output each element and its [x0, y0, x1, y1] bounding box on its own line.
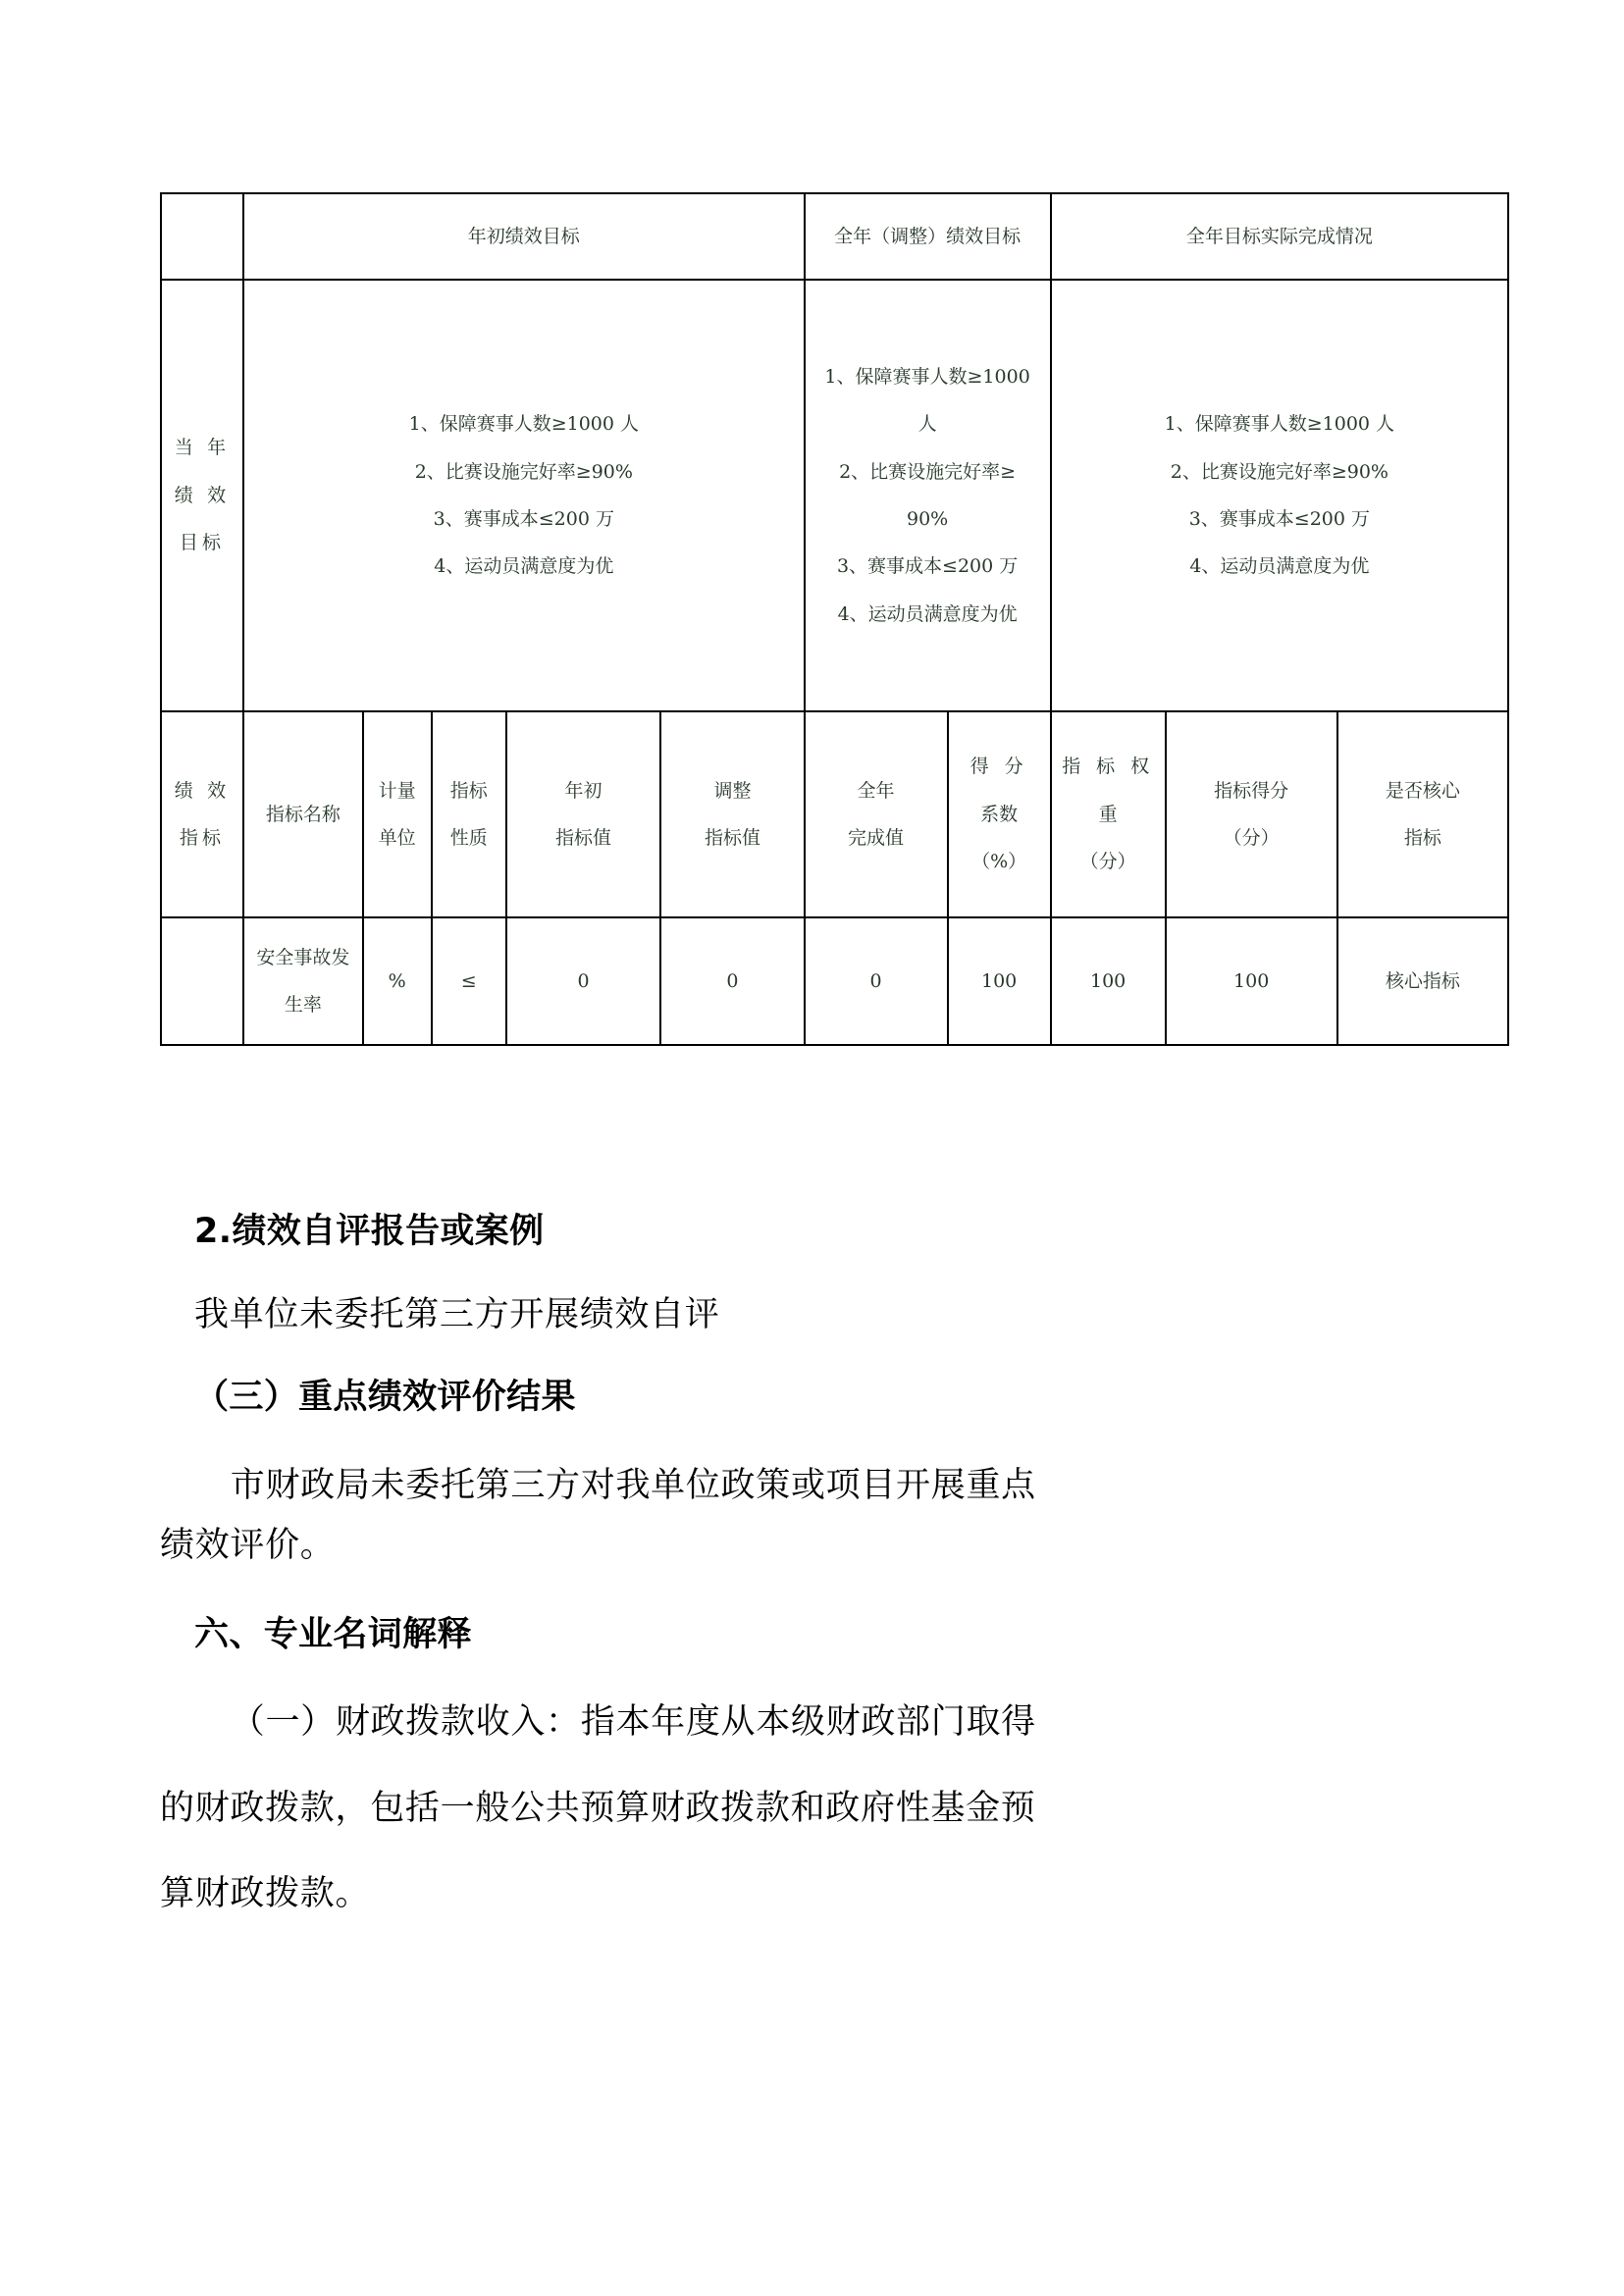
row-label-current-year-goal [161, 280, 243, 711]
actual-goal-item-2: 2、比赛设施完好率≥90% [1170, 460, 1388, 483]
actual-goal-item-3: 3、赛事成本≤200 万 [1188, 508, 1371, 530]
table-goal-row [161, 280, 1508, 711]
paragraph-terminology-line-3 [160, 1864, 1465, 1923]
indicator-name-value-line-1: 安全事故发 [256, 946, 350, 968]
indicator-label-line-1: 绩 效 [174, 779, 231, 802]
indicator-label-line-2: 指标 [179, 827, 226, 849]
adjusted-goal-line-4: 90% [906, 508, 949, 530]
col-header-annual-value [805, 711, 948, 917]
col-header-weight [1051, 711, 1166, 917]
is-core-line-2: 指标 [1403, 827, 1441, 849]
performance-table [160, 192, 1509, 1046]
cell-nature: ≤ [432, 917, 506, 1045]
adjusted-goal-line-6: 4、运动员满意度为优 [837, 602, 1018, 625]
header-actual-completion: 全年目标实际完成情况 [1051, 193, 1508, 280]
performance-table-container [160, 192, 1509, 1046]
paragraph-text: 绩效评价。 [160, 1526, 336, 1565]
paragraph-text: （一）财政拨款收入：指本年度从本级财政部门取得 [230, 1702, 1036, 1742]
table-row [161, 917, 1508, 1045]
paragraph-terminology-line-2 [160, 1779, 1465, 1838]
score-coefficient-line-3: （%） [971, 851, 1027, 873]
section-heading-self-evaluation-report [160, 1204, 1465, 1253]
col-header-nature [432, 711, 506, 917]
paragraph-text: 我单位未委托第三方开展绩效自评 [194, 1295, 720, 1334]
cell-initial-value: 0 [506, 917, 661, 1045]
nature-line-2: 性质 [449, 827, 488, 849]
initial-goal-item-2: 2、比赛设施完好率≥90% [414, 460, 633, 483]
cell-annual-value: 0 [805, 917, 948, 1045]
weight-line-1: 指 标 权 [1062, 756, 1155, 778]
initial-goal-item-3: 3、赛事成本≤200 万 [433, 508, 614, 530]
row-label-line-2: 绩 效 [174, 484, 231, 506]
score-coefficient-line-2: 系数 [980, 803, 1019, 825]
cell-is-core: 核心指标 [1337, 917, 1508, 1045]
table-header-row [161, 193, 1508, 280]
paragraph-text: 的财政拨款，包括一般公共预算财政拨款和政府性基金预 [160, 1789, 1036, 1828]
unit-line-2: 单位 [378, 827, 416, 849]
heading-text: 六、专业名词解释 [194, 1615, 472, 1654]
cell-adjusted-goals [805, 280, 1051, 711]
adjusted-goal-line-1: 1、保障赛事人数≥1000 [824, 365, 1030, 388]
data-row-stub [161, 917, 243, 1045]
table-indicator-header-row [161, 711, 1508, 917]
cell-adjusted-value: 0 [660, 917, 804, 1045]
actual-goal-item-1: 1、保障赛事人数≥1000 人 [1164, 413, 1395, 436]
weight-line-3: （分） [1079, 851, 1136, 873]
paragraph-key-evaluation-line-1 [160, 1456, 1465, 1515]
cell-initial-goals [243, 280, 804, 711]
cell-indicator-score: 100 [1166, 917, 1337, 1045]
col-header-adjusted-value [660, 711, 804, 917]
initial-value-line-2: 指标值 [555, 827, 612, 849]
indicator-name-line-1: 指标名称 [265, 803, 341, 825]
adjusted-goal-line-3: 2、比赛设施完好率≥ [839, 460, 1017, 483]
cell-weight: 100 [1051, 917, 1166, 1045]
col-header-score-coefficient [948, 711, 1051, 917]
header-adjusted-goal: 全年（调整）绩效目标 [805, 193, 1051, 280]
paragraph-terminology-line-1 [160, 1693, 1465, 1751]
paragraph-self-evaluation [160, 1285, 1465, 1344]
cell-indicator-name [243, 917, 363, 1045]
initial-goal-item-4: 4、运动员满意度为优 [434, 555, 614, 578]
annual-value-line-1: 全年 [857, 779, 895, 802]
actual-goal-item-4: 4、运动员满意度为优 [1189, 555, 1370, 578]
paragraph-text: 市财政局未委托第三方对我单位政策或项目开展重点 [230, 1466, 1036, 1505]
initial-goal-item-1: 1、保障赛事人数≥1000 人 [408, 413, 640, 436]
header-stub-cell [161, 193, 243, 280]
unit-line-1: 计量 [378, 779, 416, 802]
col-header-indicator-name [243, 711, 363, 917]
paragraph-key-evaluation-line-2 [160, 1516, 1465, 1575]
heading-text: 2.绩效自评报告或案例 [194, 1212, 545, 1251]
annual-value-line-2: 完成值 [848, 827, 905, 849]
cell-unit: % [363, 917, 432, 1045]
adjusted-goal-line-5: 3、赛事成本≤200 万 [836, 555, 1019, 578]
row-label-performance-indicator [161, 711, 243, 917]
col-header-is-core [1337, 711, 1508, 917]
nature-line-1: 指标 [449, 779, 488, 802]
section-heading-terminology [160, 1607, 1465, 1656]
paragraph-text: 算财政拨款。 [160, 1874, 371, 1913]
adjusted-goal-line-2: 人 [917, 413, 937, 436]
cell-score-coefficient: 100 [948, 917, 1051, 1045]
col-header-unit [363, 711, 432, 917]
section-heading-key-evaluation-results [160, 1370, 1465, 1419]
adjusted-value-line-2: 指标值 [704, 827, 760, 849]
col-header-initial-value [506, 711, 661, 917]
is-core-line-1: 是否核心 [1385, 779, 1460, 802]
indicator-score-line-1: 指标得分 [1214, 779, 1289, 802]
adjusted-value-line-1: 调整 [713, 779, 752, 802]
header-initial-goal: 年初绩效目标 [243, 193, 804, 280]
indicator-name-value-line-2: 生率 [284, 994, 322, 1016]
indicator-score-line-2: （分） [1223, 827, 1280, 849]
row-label-line-1: 当 年 [174, 437, 231, 459]
cell-actual-goals [1051, 280, 1508, 711]
weight-line-2: 重 [1098, 803, 1118, 825]
heading-text: （三）重点绩效评价结果 [194, 1378, 576, 1417]
score-coefficient-line-1: 得 分 [969, 756, 1028, 778]
row-label-line-3: 目标 [179, 532, 226, 554]
col-header-indicator-score [1166, 711, 1337, 917]
initial-value-line-1: 年初 [564, 779, 602, 802]
